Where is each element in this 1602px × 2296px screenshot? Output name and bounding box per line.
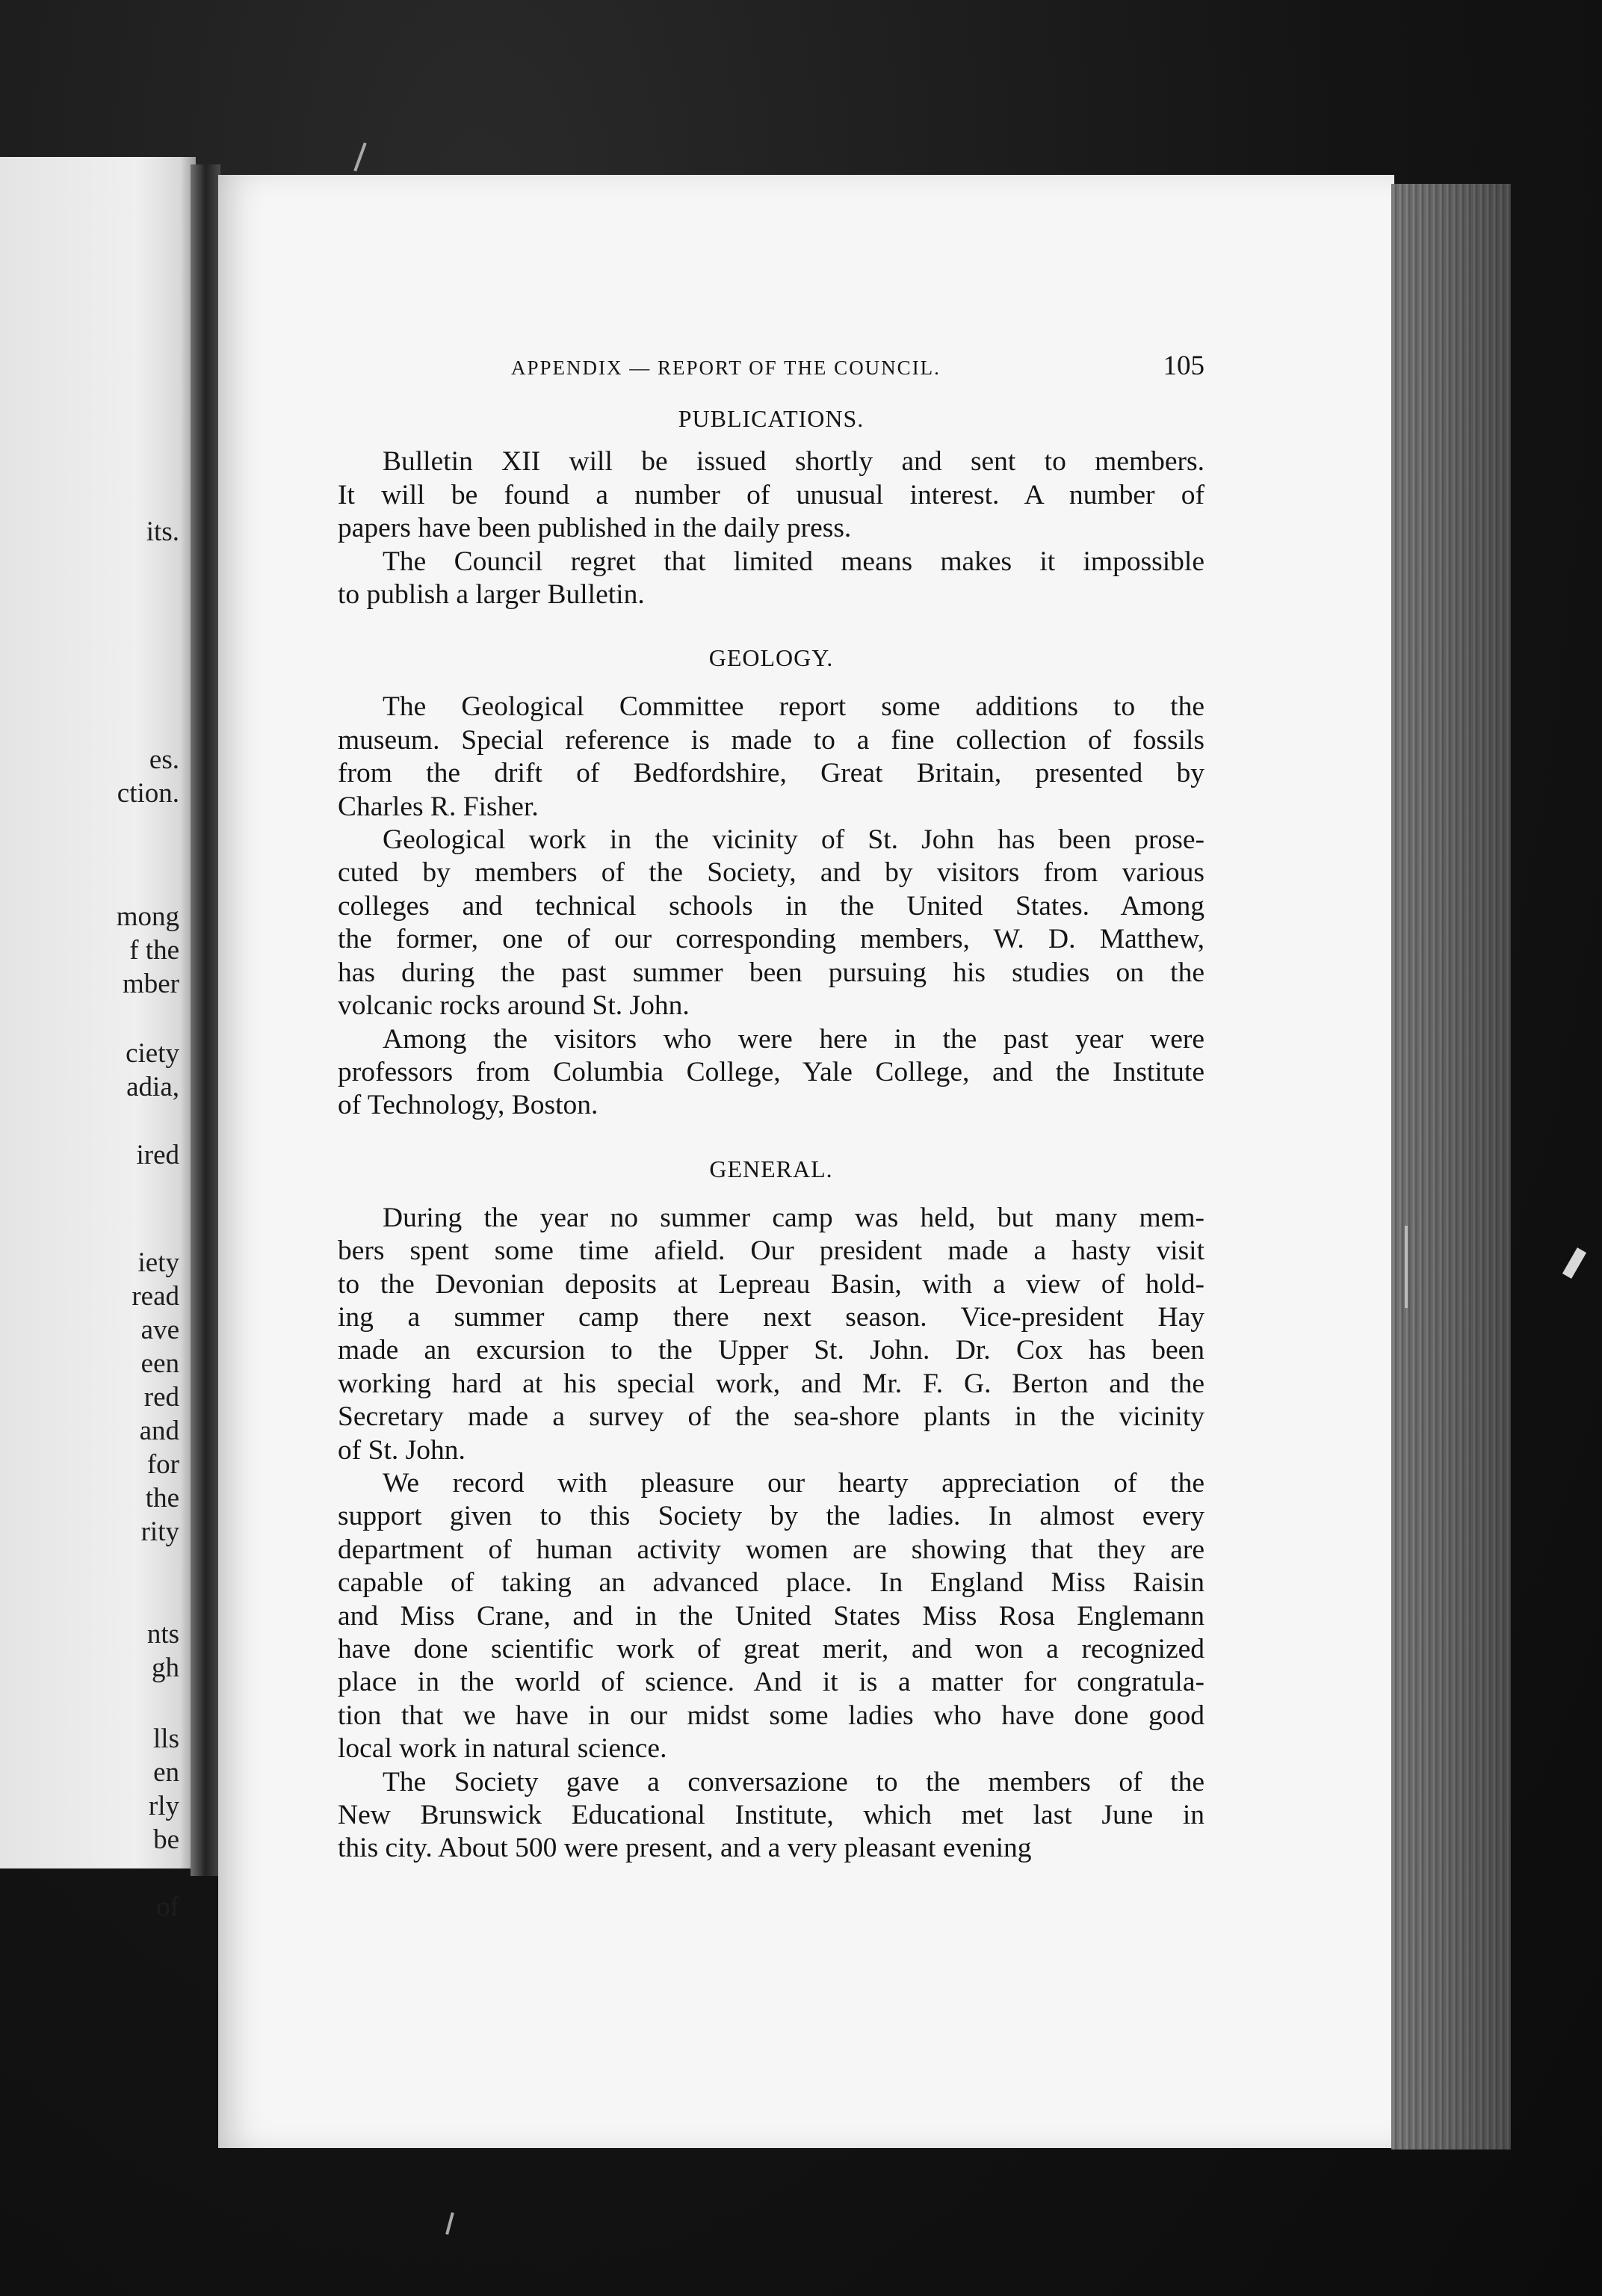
text-line: papers have been published in the daily press. <box>338 513 852 544</box>
section-heading: PUBLICATIONS. <box>678 405 865 433</box>
paragraph <box>338 1023 1204 1123</box>
facing-page-text-fragment: ired <box>136 1140 179 1170</box>
facing-page-text-fragment: nts <box>146 1619 179 1650</box>
text-line: to the Devonian deposits at Lepreau Basin, with a view of hold- <box>338 1268 1204 1300</box>
page-number: 105 <box>1163 351 1204 381</box>
text-line: bers spent some time afield. Our president made a hasty visit <box>338 1235 1204 1267</box>
text-line: the former, one of our corresponding members, W. D. Matthew, <box>338 924 1204 955</box>
text-line: During the year no summer camp was held, but many mem- <box>383 1202 1204 1233</box>
book-gutter <box>191 164 220 1876</box>
facing-page-left <box>0 157 196 1922</box>
text-line: ing a summer camp there next season. Vice-president Hay <box>338 1301 1204 1333</box>
text-line: place in the world of science. And it is a matter for congratula- <box>338 1667 1204 1698</box>
paragraph <box>338 691 1204 824</box>
facing-page-text-fragment: adia, <box>126 1072 179 1102</box>
facing-page-text-fragment: ciety <box>126 1038 179 1069</box>
facing-page-text-fragment: een <box>140 1348 179 1379</box>
text-line: We record with pleasure our hearty appreciation of the <box>383 1467 1204 1499</box>
text-line: of Technology, Boston. <box>338 1090 599 1121</box>
text-line: Bulletin XII will be issued shortly and sent to members. <box>383 446 1204 478</box>
facing-page-text-fragment: and <box>139 1416 179 1446</box>
text-line: It will be found a number of unusual interest. A number of <box>338 479 1204 510</box>
section-heading: GENERAL. <box>709 1155 833 1182</box>
text-line: has during the past summer been pursuing his studies on the <box>338 957 1204 988</box>
paragraph <box>338 1467 1204 1766</box>
text-line: The Geological Committee report some additions to the <box>383 691 1204 723</box>
paragraph <box>338 445 1204 545</box>
text-line: professors from Columbia College, Yale College, and the Institute <box>338 1056 1204 1087</box>
facing-page-text-fragment: iety <box>137 1247 179 1278</box>
text-line: colleges and technical schools in the United States. Among <box>338 890 1204 922</box>
facing-page-text-fragment: es. <box>149 744 179 775</box>
facing-page-text-fragment: be <box>153 1824 179 1855</box>
text-line: Geological work in the vicinity of St. John has been prose- <box>383 824 1204 856</box>
facing-page-text-fragment: gh <box>152 1652 179 1683</box>
facing-page-text-fragment: mber <box>122 969 179 999</box>
facing-page-text-fragment: rly <box>148 1791 179 1821</box>
paragraph <box>338 1766 1204 1866</box>
scan-speck <box>1405 1226 1408 1308</box>
text-line: Among the visitors who were here in the past year were <box>383 1023 1204 1055</box>
facing-page-text-fragment: mong <box>116 901 179 932</box>
text-line: of St. John. <box>338 1434 466 1466</box>
text-line: The Council regret that limited means makes it impossible <box>383 546 1204 577</box>
paragraph <box>338 546 1204 612</box>
text-line: Secretary made a survey of the sea-shore plants in the vicinity <box>338 1401 1204 1433</box>
text-line: New Brunswick Educational Institute, which met last June in <box>338 1800 1204 1831</box>
text-line: cuted by members of the Society, and by visitors from various <box>338 857 1204 889</box>
facing-page-text-fragment: ave <box>140 1315 179 1345</box>
text-line: department of human activity women are showing that they are <box>338 1534 1204 1565</box>
facing-page-text-fragment: of <box>156 1892 179 1922</box>
text-line: museum. Special reference is made to a fine collection of fossils <box>338 724 1204 756</box>
facing-page-text-fragment: the <box>145 1483 179 1513</box>
paragraph <box>338 824 1204 1022</box>
facing-page-text-fragment: red <box>143 1382 179 1413</box>
text-line: made an excursion to the Upper St. John. Dr. Cox has been <box>338 1335 1204 1366</box>
running-head <box>338 350 1204 384</box>
facing-page-text-fragment: for <box>146 1449 179 1480</box>
facing-page-text-fragment: read <box>132 1281 179 1312</box>
page-stack-edge <box>1391 184 1511 2150</box>
facing-page-text-fragment: lls <box>153 1723 179 1754</box>
text-line: The Society gave a conversazione to the members of the <box>383 1766 1204 1797</box>
text-line: this city. About 500 were present, and a very pleasant evening <box>338 1833 1032 1864</box>
text-line: support given to this Society by the ladies. In almost every <box>338 1501 1204 1532</box>
text-line: Charles R. Fisher. <box>338 791 539 822</box>
paragraph <box>338 1202 1204 1467</box>
page-text-block <box>338 350 1204 1866</box>
section-heading: GEOLOGY. <box>708 644 834 672</box>
facing-page-text-fragment: its. <box>146 516 179 547</box>
text-line: from the drift of Bedfordshire, Great Britain, presented by <box>338 758 1204 789</box>
text-line: local work in natural science. <box>338 1733 667 1765</box>
running-head-title: APPENDIX — REPORT OF THE COUNCIL. <box>511 357 941 379</box>
facing-page-text-fragment: ction. <box>117 778 179 809</box>
facing-page-text-fragment: en <box>153 1757 179 1788</box>
text-line: volcanic rocks around St. John. <box>338 990 690 1022</box>
text-line: capable of taking an advanced place. In England Miss Raisin <box>338 1567 1204 1599</box>
sections <box>338 402 1204 1865</box>
text-line: to publish a larger Bulletin. <box>338 579 645 611</box>
text-line: tion that we have in our midst some ladies who have done good <box>338 1700 1204 1731</box>
text-line: working hard at his special work, and Mr. F. G. Berton and the <box>338 1368 1204 1399</box>
facing-page-text-fragment: rity <box>140 1516 179 1547</box>
text-line: and Miss Crane, and in the United States Miss Rosa Englemann <box>338 1600 1204 1632</box>
facing-page-text-fragment: f the <box>129 935 179 966</box>
text-line: have done scientific work of great merit, and won a recognized <box>338 1634 1204 1664</box>
